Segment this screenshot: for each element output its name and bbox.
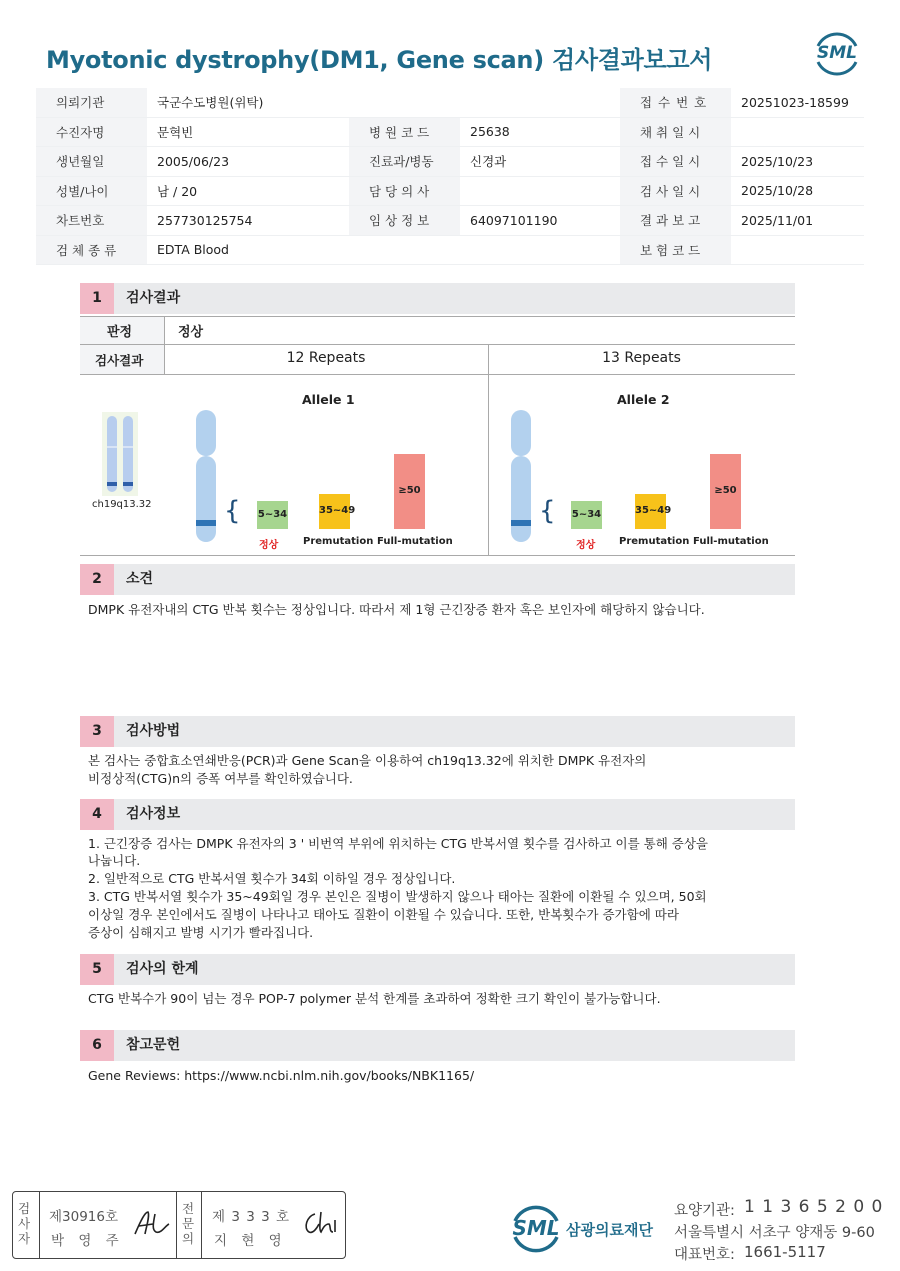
chromosome-label: ch19q13.32 [92, 499, 152, 510]
caption-premutation: Premutation [619, 536, 690, 547]
allele2-full-box [710, 454, 741, 529]
allele1-repeats: 12 Repeats [286, 350, 366, 366]
method-line-2: 비정상적(CTG)n의 증폭 여부를 확인하였습니다. [88, 771, 353, 786]
sml-logo-text: SML [817, 43, 857, 63]
brace-icon: { [539, 496, 556, 526]
method-line-1: 본 검사는 중합효소연쇄반응(PCR)과 Gene Scan을 이용하여 ch19q13.32에 위치한 DMPK 유전자의 [88, 753, 647, 768]
footer-logo [508, 1199, 564, 1257]
result-label: 검사결과 [95, 353, 144, 368]
clinical-info-label: 임 상 정 보 [349, 206, 460, 236]
section-6-header [80, 1030, 795, 1061]
opinion-text: DMPK 유전자내의 CTG 반복 횟수는 정상입니다. 따라서 제 1형 근긴장증 환자 혹은 보인자에 해당하지 않습니다. [88, 602, 705, 617]
reference-text: Gene Reviews: https://www.ncbi.nlm.nih.gov/books/NBK1165/ [88, 1068, 475, 1083]
department-value: 신경과 [460, 147, 620, 177]
section-number: 4 [80, 799, 114, 830]
birth-label: 생년월일 [36, 147, 147, 177]
insurance-code-value [731, 235, 864, 265]
doctor-value [460, 176, 620, 206]
collection-date-value [731, 117, 864, 147]
recipient-label: 수진자명 [36, 117, 147, 147]
caption-full: Full-mutation [377, 536, 453, 547]
chart-label: 차트번호 [36, 206, 147, 236]
section-4-header [80, 799, 795, 830]
test-date-label: 검 사 일 시 [620, 176, 731, 206]
tester-number: 제30916호 [49, 1209, 119, 1225]
section-title: 참고문헌 [126, 1037, 181, 1053]
section-title: 검사방법 [126, 723, 181, 739]
limitation-text: CTG 반복수가 90이 넘는 경우 POP-7 polymer 분석 한계를 초과하여 정확한 크기 확인이 불가능합니다. [88, 991, 661, 1006]
range-premutation: 35~49 [635, 505, 672, 516]
doctor-label: 담 당 의 사 [349, 176, 460, 206]
signature-box [12, 1191, 346, 1259]
allele1-title: Allele 1 [302, 392, 355, 407]
hospital-code-label: 병 원 코 드 [349, 117, 460, 147]
report-date-label: 결 과 보 고 [620, 206, 731, 236]
section-3-header [80, 716, 795, 747]
report-date-value: 2025/11/01 [731, 206, 864, 236]
test-info-line-2: 나눕니다. [88, 853, 141, 868]
sml-logo [812, 30, 862, 76]
caption-normal: 정상 [576, 540, 596, 551]
test-info-line-3: 2. 일반적으로 CTG 반복서열 횟수가 34회 이하일 경우 정상입니다. [88, 871, 456, 886]
sex-age-value: 남 / 20 [147, 176, 349, 206]
footer-address: 서울특별시 서초구 양재동 9-60 [674, 1225, 875, 1241]
specialist-signature-image [299, 1206, 341, 1244]
collection-date-label: 채 취 일 시 [620, 117, 731, 147]
referral-institution-value: 국군수도병원(위탁) [147, 88, 620, 117]
footer-logo-text: SML [512, 1216, 560, 1240]
judgement-label: 판정 [107, 325, 133, 340]
footer-org-name: 삼광의료재단 [566, 1221, 653, 1239]
tester-name: 박 영 주 [51, 1233, 124, 1249]
sex-age-label: 성별/나이 [36, 176, 147, 206]
section-title: 소견 [126, 571, 154, 587]
allele1-premutation-box [319, 494, 356, 529]
department-label: 진료과/병동 [349, 147, 460, 177]
specialist-name: 지 현 영 [214, 1233, 287, 1249]
range-premutation: 35~49 [319, 505, 356, 516]
recipient-value: 문혁빈 [147, 117, 349, 147]
referral-institution-label: 의뢰기관 [36, 88, 147, 117]
allele1-full-box [394, 454, 425, 529]
section-number: 1 [80, 283, 114, 314]
section-number: 5 [80, 954, 114, 985]
allele2-normal-box [571, 501, 602, 529]
test-info-line-1: 1. 근긴장증 검사는 DMPK 유전자의 3 ' 비번역 부위에 위치하는 CTG 반복서열 횟수를 검사하고 이를 통해 증상을 [88, 836, 709, 851]
range-normal: 5~34 [257, 509, 288, 520]
range-normal: 5~34 [571, 509, 602, 520]
chart-value: 257730125754 [147, 206, 349, 236]
specialist-number: 제 3 3 3 호 [212, 1209, 291, 1225]
allele1-chromosome-icon [195, 410, 217, 542]
received-date-label: 접 수 일 시 [620, 147, 731, 177]
hospital-code-value: 25638 [460, 117, 620, 147]
test-info-line-5: 이상일 경우 본인에서도 질병이 나타나고 태아도 질환이 이환될 수 있습니다. 또한, 반복횟수가 증가함에 따라 [88, 907, 679, 922]
clinical-info-value: 64097101190 [460, 206, 620, 236]
chromosome-pair-icon [102, 412, 138, 496]
institution-code-label: 요양기관: [674, 1203, 735, 1219]
birth-value: 2005/06/23 [147, 147, 349, 177]
section-2-header [80, 564, 795, 595]
tester-vertical-label: 검사자 [17, 1201, 31, 1246]
institution-code: 1 1 3 6 5 2 0 0 [744, 1197, 884, 1217]
receipt-number-value: 20251023-18599 [731, 88, 864, 117]
allele2-premutation-box [635, 494, 672, 529]
received-date-value: 2025/10/23 [731, 147, 864, 177]
test-info-line-6: 증상이 심해지고 발병 시기가 빨라집니다. [88, 925, 314, 940]
judgement-value: 정상 [178, 325, 204, 340]
section-number: 6 [80, 1030, 114, 1061]
patient-info-table [36, 88, 864, 265]
specimen-value: EDTA Blood [147, 235, 620, 265]
test-info-line-4: 3. CTG 반복서열 횟수가 35~49회일 경우 본인은 질병이 발생하지 않으나 태아는 질환에 이환될 수 있으며, 50회 [88, 889, 707, 904]
section-number: 2 [80, 564, 114, 595]
allele2-chromosome-icon [510, 410, 532, 542]
phone-label: 대표번호: [674, 1247, 735, 1263]
section-title: 검사의 한계 [126, 961, 199, 977]
caption-premutation: Premutation [303, 536, 374, 547]
phone-number: 1661-5117 [744, 1243, 826, 1261]
allele1-normal-box [257, 501, 288, 529]
caption-full: Full-mutation [693, 536, 769, 547]
section-1-header [80, 283, 795, 314]
result-table [80, 316, 795, 556]
test-date-value: 2025/10/28 [731, 176, 864, 206]
section-title: 검사결과 [126, 290, 181, 306]
allele2-title: Allele 2 [617, 392, 670, 407]
specimen-label: 검 체 종 류 [36, 235, 147, 265]
range-full: ≥50 [714, 485, 737, 496]
insurance-code-label: 보 험 코 드 [620, 235, 731, 265]
range-full: ≥50 [398, 485, 421, 496]
page-title: Myotonic dystrophy(DM1, Gene scan) 검사결과보고서 [46, 46, 713, 74]
receipt-number-label: 접 수 번 호 [620, 88, 731, 117]
section-title: 검사정보 [126, 806, 181, 822]
brace-icon: { [224, 496, 241, 526]
allele2-repeats: 13 Repeats [602, 350, 681, 366]
specialist-vertical-label: 전문의 [181, 1201, 195, 1246]
tester-signature-image [131, 1206, 173, 1244]
caption-normal: 정상 [259, 540, 279, 551]
section-number: 3 [80, 716, 114, 747]
section-5-header [80, 954, 795, 985]
